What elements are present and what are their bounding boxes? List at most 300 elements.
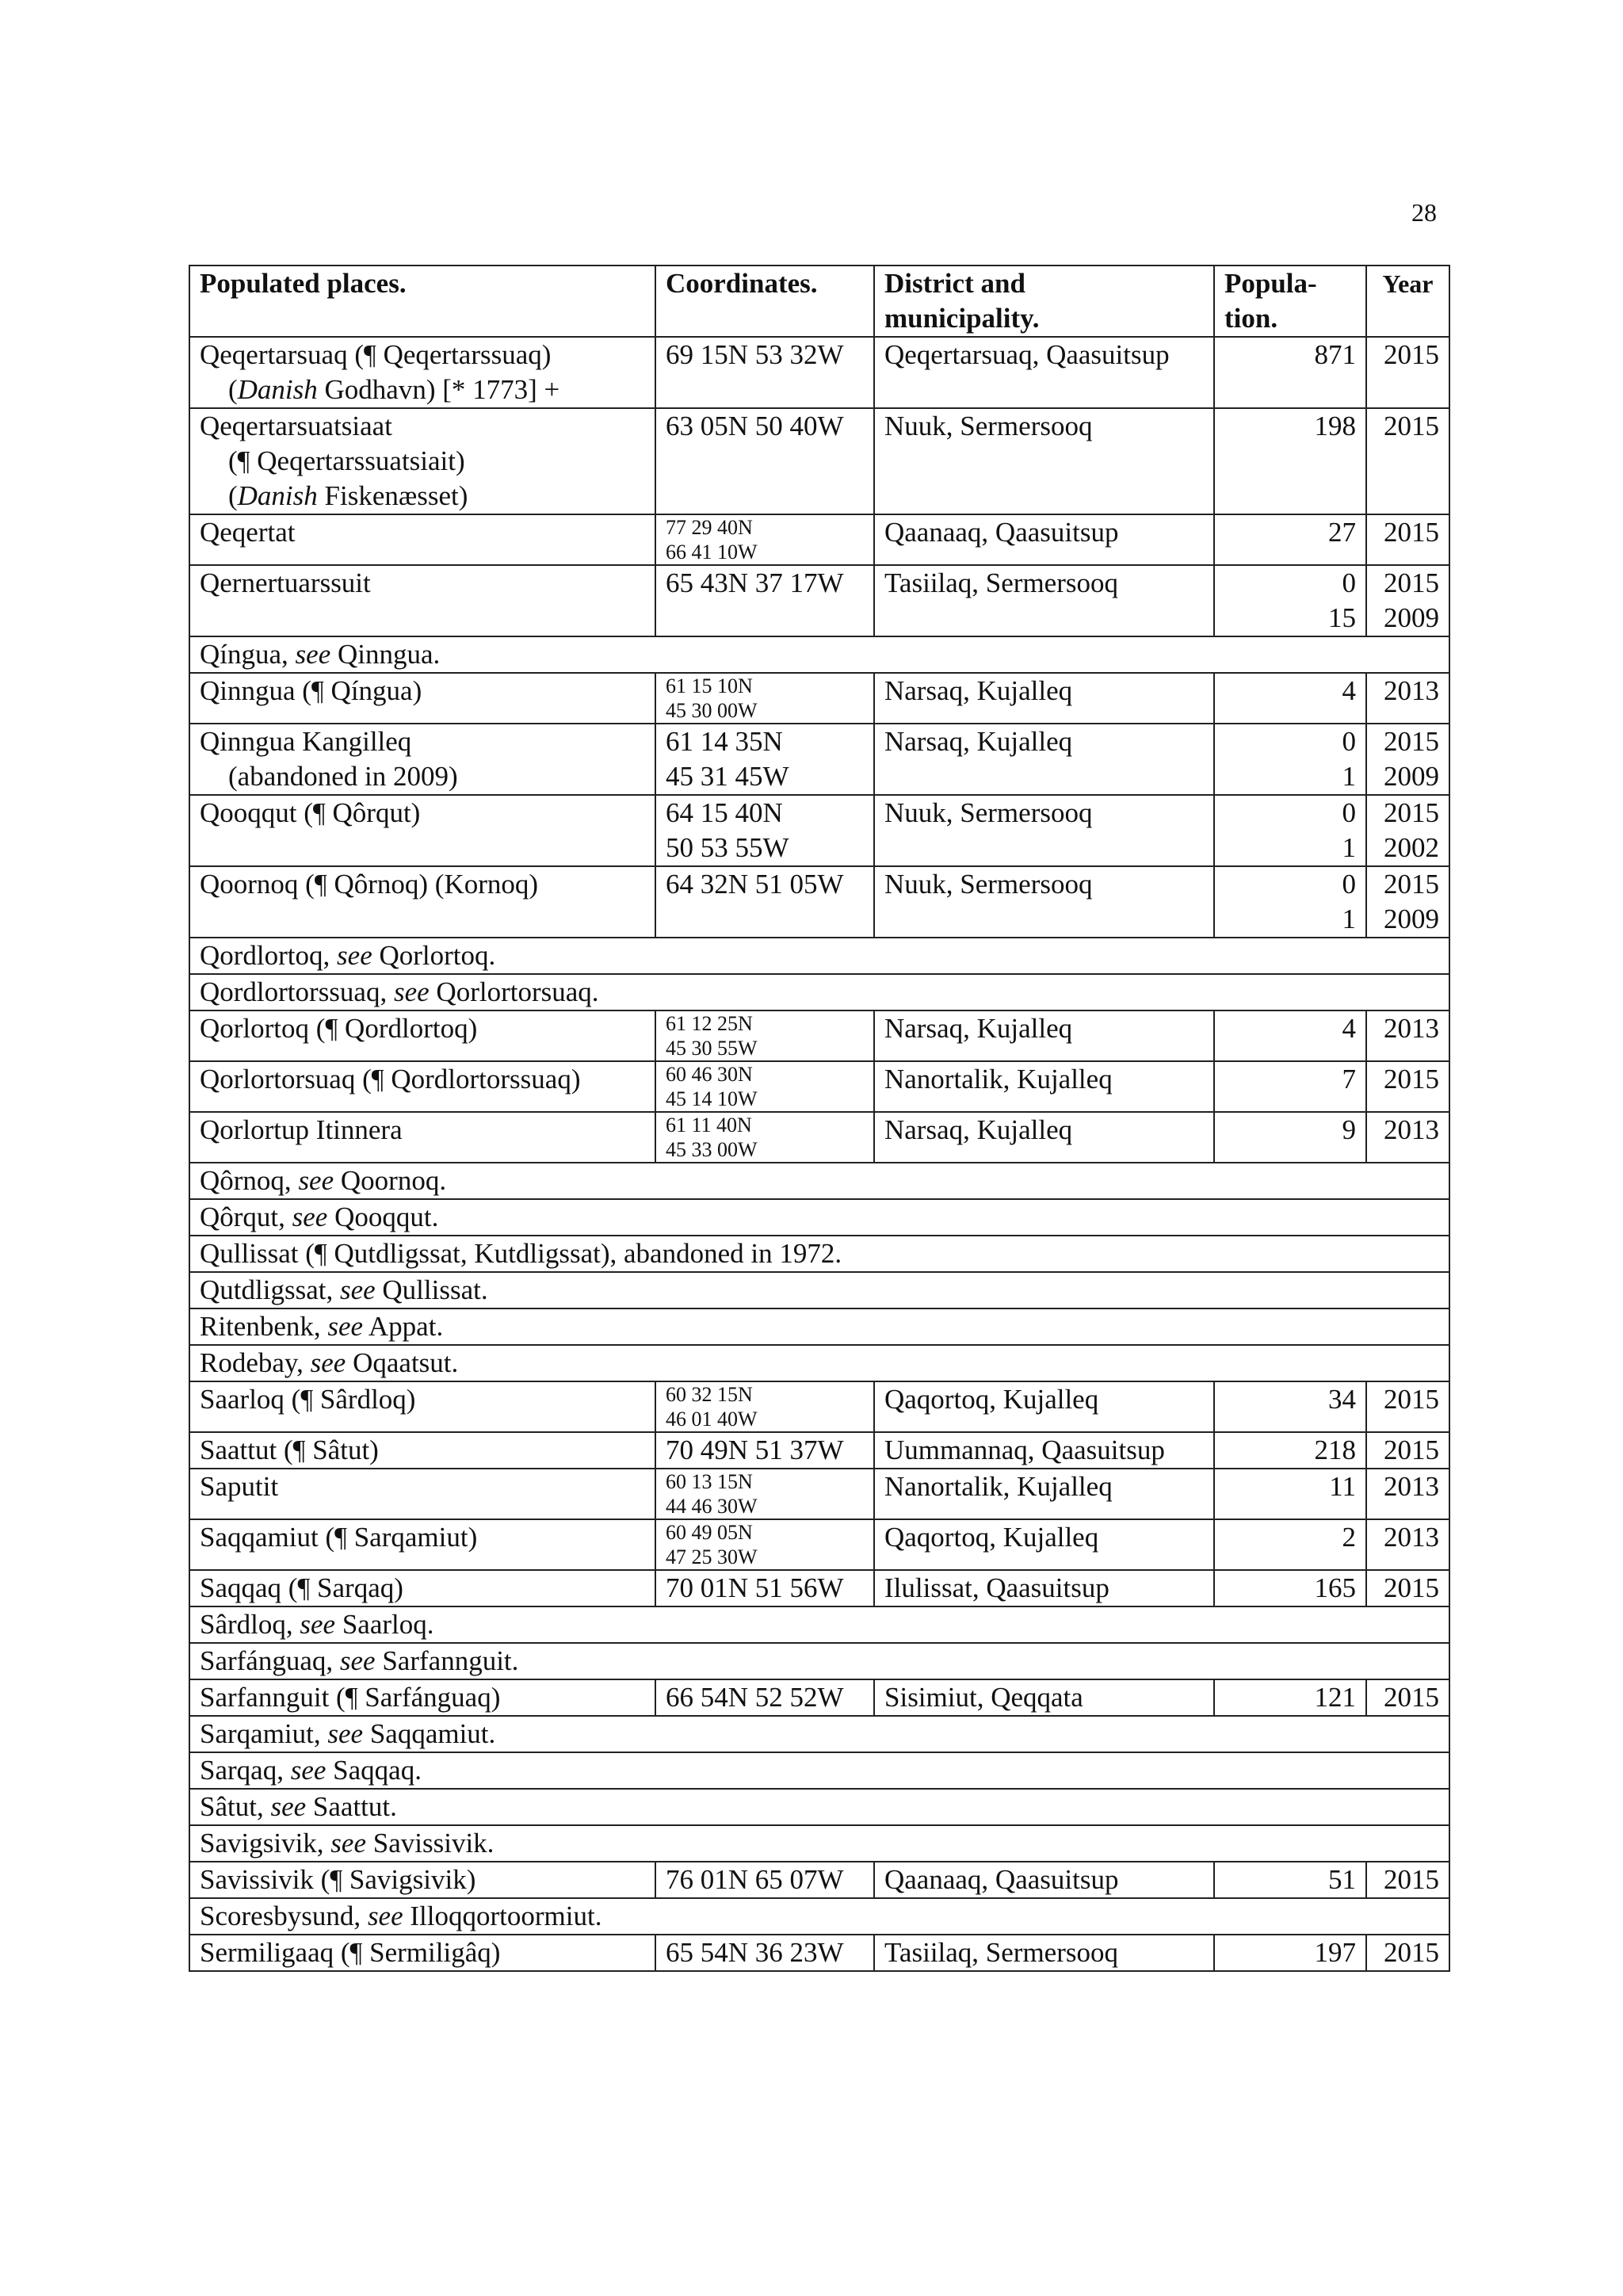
year-value: 2013: [1384, 1522, 1439, 1553]
district-cell: [874, 1061, 1214, 1112]
district-value: Nuuk, Sermersooq: [884, 869, 1093, 900]
district-cell: [874, 1010, 1214, 1061]
coordinate-value: 70 01N 51 56W: [666, 1572, 844, 1603]
coordinates-cell: [655, 565, 874, 636]
coordinates-cell: [655, 1381, 874, 1432]
population-cell: [1214, 337, 1366, 408]
year-value: 2015: [1384, 869, 1439, 900]
coordinate-value: 47 25 30W: [666, 1545, 758, 1568]
district-value: Nanortalik, Kujalleq: [884, 1064, 1113, 1095]
table-row: [189, 866, 1449, 938]
coordinates-cell: [655, 1061, 874, 1112]
place-name-line: Qeqertarsuaq (¶ Qeqertarssuaq): [200, 339, 552, 370]
district-value: Qaqortoq, Kujalleq: [884, 1522, 1099, 1553]
place-name-line: (¶ Qeqertarssuatsiait): [228, 445, 465, 476]
year-value: 2013: [1384, 675, 1439, 706]
population-value: 11: [1329, 1471, 1356, 1502]
population-value: 34: [1328, 1384, 1356, 1415]
place-cell: [189, 337, 655, 408]
table-row: [189, 408, 1449, 514]
year-value: 2015: [1384, 567, 1439, 598]
year-value: 2015: [1384, 1064, 1439, 1095]
population-value: 871: [1314, 339, 1356, 370]
cross-reference-cell: [189, 1898, 1449, 1935]
district-value: Narsaq, Kujalleq: [884, 1013, 1073, 1044]
year-value: 2015: [1384, 411, 1439, 441]
population-value: 0: [1342, 567, 1356, 598]
reference-row: [189, 1199, 1449, 1236]
reference-target: Qorlortoq.: [379, 940, 496, 971]
see-word: see: [295, 639, 331, 670]
coordinate-value: 60 49 05N: [666, 1521, 753, 1544]
population-value: 1: [1342, 904, 1356, 934]
year-value: 2015: [1384, 797, 1439, 828]
year-cell: [1366, 1112, 1449, 1163]
place-name-line: Saqqaq (¶ Sarqaq): [200, 1572, 403, 1603]
reference-row: [189, 1236, 1449, 1272]
cross-reference-cell: [189, 1789, 1449, 1825]
place-cell: [189, 1061, 655, 1112]
year-cell: [1366, 565, 1449, 636]
coordinate-value: 70 49N 51 37W: [666, 1435, 844, 1465]
year-cell: [1366, 1935, 1449, 1971]
see-word: see: [270, 1791, 307, 1822]
population-cell: [1214, 1010, 1366, 1061]
district-value: Nanortalik, Kujalleq: [884, 1471, 1113, 1502]
year-value: 2013: [1384, 1471, 1439, 1502]
population-cell: [1214, 866, 1366, 938]
table-row: [189, 1432, 1449, 1469]
place-cell: [189, 673, 655, 724]
district-cell: [874, 1935, 1214, 1971]
reference-row: [189, 974, 1449, 1010]
district-value: Uummannaq, Qaasuitsup: [884, 1435, 1165, 1465]
reference-name: Qordlortorssuaq,: [200, 976, 394, 1007]
place-name-line: Qoornoq (¶ Qôrnoq) (Kornoq): [200, 869, 539, 900]
reference-name: Ritenbenk,: [200, 1311, 328, 1342]
population-cell: [1214, 1679, 1366, 1716]
place-cell: [189, 1570, 655, 1606]
district-value: Ilulissat, Qaasuitsup: [884, 1572, 1109, 1603]
place-name-line: Qeqertat: [200, 517, 296, 548]
district-cell: [874, 1469, 1214, 1519]
population-cell: [1214, 1061, 1366, 1112]
coordinate-value: 76 01N 65 07W: [666, 1864, 844, 1895]
table-row: [189, 514, 1449, 565]
place-cell: [189, 514, 655, 565]
see-word: see: [367, 1901, 403, 1931]
reference-name: Sârdloq,: [200, 1609, 300, 1640]
population-value: 198: [1314, 411, 1356, 441]
year-value: 2015: [1384, 1682, 1439, 1713]
see-word: see: [339, 1645, 376, 1676]
place-cell: [189, 795, 655, 866]
header-population: Popula- tion.: [1214, 266, 1366, 337]
coordinate-value: 45 31 45W: [666, 761, 789, 792]
district-cell: [874, 724, 1214, 795]
district-value: Nuuk, Sermersooq: [884, 411, 1093, 441]
reference-target: Oqaatsut.: [353, 1347, 459, 1378]
coordinates-cell: [655, 1935, 874, 1971]
reference-row: [189, 1898, 1449, 1935]
cross-reference-cell: [189, 1752, 1449, 1789]
place-name-line: Sarfannguit (¶ Sarfánguaq): [200, 1682, 501, 1713]
reference-target: Appat.: [368, 1311, 444, 1342]
district-cell: [874, 1570, 1214, 1606]
cross-reference-cell: [189, 938, 1449, 974]
year-cell: [1366, 1010, 1449, 1061]
table-row: [189, 724, 1449, 795]
district-value: Sisimiut, Qeqqata: [884, 1682, 1083, 1713]
see-word: see: [393, 976, 430, 1007]
coordinate-value: 65 43N 37 17W: [666, 567, 844, 598]
district-value: Qeqertarsuaq, Qaasuitsup: [884, 339, 1170, 370]
coordinate-value: 50 53 55W: [666, 832, 789, 863]
table-row: [189, 1570, 1449, 1606]
district-cell: [874, 1862, 1214, 1898]
table-row: [189, 1381, 1449, 1432]
coordinate-value: 45 33 00W: [666, 1138, 758, 1161]
coordinate-value: 61 14 35N: [666, 726, 783, 757]
population-value: 1: [1342, 832, 1356, 863]
page-number: 28: [1411, 198, 1437, 227]
year-value: 2009: [1384, 761, 1439, 792]
reference-target: Illoqqortoormiut.: [410, 1901, 602, 1931]
place-cell: [189, 1519, 655, 1570]
reference-target: Saqqaq.: [333, 1755, 422, 1786]
year-value: 2015: [1384, 1384, 1439, 1415]
year-cell: [1366, 724, 1449, 795]
place-name-line: Saattut (¶ Sâtut): [200, 1435, 379, 1465]
reference-name: Qordlortoq,: [200, 940, 338, 971]
population-cell: [1214, 673, 1366, 724]
population-cell: [1214, 565, 1366, 636]
coordinate-value: 69 15N 53 32W: [666, 339, 844, 370]
reference-row: [189, 1272, 1449, 1308]
coordinate-value: 60 46 30N: [666, 1063, 753, 1086]
coordinate-value: 46 01 40W: [666, 1408, 758, 1431]
cross-reference-cell: [189, 1825, 1449, 1862]
year-value: 2013: [1384, 1013, 1439, 1044]
coordinates-cell: [655, 1679, 874, 1716]
place-danish-name: [200, 372, 645, 407]
cross-reference-cell: [189, 1345, 1449, 1381]
population-value: 4: [1342, 675, 1356, 706]
year-value: 2015: [1384, 1435, 1439, 1465]
reference-target: Qoornoq.: [340, 1165, 447, 1196]
cross-reference-cell: [189, 1199, 1449, 1236]
reference-row: [189, 1606, 1449, 1643]
table-row: [189, 565, 1449, 636]
district-value: Narsaq, Kujalleq: [884, 1114, 1073, 1145]
year-value: 2015: [1384, 1864, 1439, 1895]
coordinate-value: 45 30 55W: [666, 1037, 758, 1060]
population-cell: [1214, 1112, 1366, 1163]
see-word: see: [300, 1609, 336, 1640]
population-value: 15: [1328, 602, 1356, 633]
place-name-line: Sermiligaaq (¶ Sermiligâq): [200, 1937, 501, 1968]
place-cell: [189, 408, 655, 514]
year-cell: [1366, 1469, 1449, 1519]
place-name-line: Savissivik (¶ Savigsivik): [200, 1864, 476, 1895]
population-value: 0: [1342, 726, 1356, 757]
population-value: 165: [1314, 1572, 1356, 1603]
reference-target: Saarloq.: [342, 1609, 434, 1640]
cross-reference-cell: [189, 974, 1449, 1010]
year-value: 2015: [1384, 517, 1439, 548]
table-row: [189, 1112, 1449, 1163]
coordinates-cell: [655, 673, 874, 724]
population-value: 7: [1342, 1064, 1356, 1095]
coordinate-value: 61 11 40N: [666, 1114, 752, 1137]
place-cell: [189, 565, 655, 636]
reference-row: [189, 1789, 1449, 1825]
year-value: 2013: [1384, 1114, 1439, 1145]
year-value: 2015: [1384, 1937, 1439, 1968]
place-cell: [189, 866, 655, 938]
year-cell: [1366, 673, 1449, 724]
coordinate-value: 45 14 10W: [666, 1087, 758, 1110]
place-cell: [189, 1112, 655, 1163]
district-cell: [874, 1381, 1214, 1432]
year-value: 2009: [1384, 602, 1439, 633]
table-row: [189, 1061, 1449, 1112]
place-name-line: Saputit: [200, 1471, 279, 1502]
district-value: Narsaq, Kujalleq: [884, 726, 1073, 757]
district-cell: [874, 337, 1214, 408]
year-cell: [1366, 795, 1449, 866]
place-name-line: Qeqertarsuatsiaat: [200, 411, 392, 441]
district-value: Qaqortoq, Kujalleq: [884, 1384, 1099, 1415]
place-cell: [189, 1935, 655, 1971]
coordinate-value: 45 30 00W: [666, 699, 758, 722]
reference-row: [189, 1308, 1449, 1345]
place-extra-pre: (: [228, 480, 238, 511]
place-name-line: Qinngua (¶ Qíngua): [200, 675, 422, 706]
see-word: see: [330, 1828, 366, 1859]
place-cell: [189, 1469, 655, 1519]
population-value: 0: [1342, 869, 1356, 900]
table-header-row: [189, 266, 1449, 337]
district-cell: [874, 408, 1214, 514]
note-text: Qullissat (¶ Qutdligssat, Kutdligssat), abandoned in 1972.: [200, 1238, 842, 1269]
reference-target: Qorlortorsuaq.: [436, 976, 599, 1007]
reference-row: [189, 1716, 1449, 1752]
cross-reference-cell: [189, 1716, 1449, 1752]
year-cell: [1366, 1061, 1449, 1112]
population-value: 197: [1314, 1937, 1356, 1968]
table-row: [189, 1469, 1449, 1519]
population-cell: [1214, 1469, 1366, 1519]
year-cell: [1366, 1570, 1449, 1606]
coordinate-value: 64 32N 51 05W: [666, 869, 844, 900]
place-cell: [189, 1862, 655, 1898]
population-cell: [1214, 1862, 1366, 1898]
year-cell: [1366, 408, 1449, 514]
year-value: 2009: [1384, 904, 1439, 934]
population-value: 0: [1342, 797, 1356, 828]
population-value: 1: [1342, 761, 1356, 792]
coordinates-cell: [655, 724, 874, 795]
population-cell: [1214, 1432, 1366, 1469]
district-cell: [874, 673, 1214, 724]
reference-name: Qutdligssat,: [200, 1274, 340, 1305]
place-name-line: Saqqamiut (¶ Sarqamiut): [200, 1522, 478, 1553]
header-year: Year: [1366, 266, 1449, 337]
coordinate-value: 60 13 15N: [666, 1470, 753, 1493]
place-name-line: Qinngua Kangilleq: [200, 726, 412, 757]
year-cell: [1366, 337, 1449, 408]
population-cell: [1214, 514, 1366, 565]
population-cell: [1214, 1570, 1366, 1606]
place-extra-pre: (: [228, 374, 238, 405]
populated-places-table: [189, 265, 1450, 1972]
district-value: Nuuk, Sermersooq: [884, 797, 1093, 828]
population-value: 2: [1342, 1522, 1356, 1553]
reference-target: Sarfannguit.: [382, 1645, 519, 1676]
reference-name: Scoresbysund,: [200, 1901, 368, 1931]
reference-name: Sarfánguaq,: [200, 1645, 340, 1676]
place-name-line: (abandoned in 2009): [228, 761, 458, 792]
year-cell: [1366, 866, 1449, 938]
table-row: [189, 337, 1449, 408]
table-row: [189, 1679, 1449, 1716]
population-cell: [1214, 724, 1366, 795]
see-word: see: [327, 1718, 364, 1749]
coordinate-value: 66 54N 52 52W: [666, 1682, 844, 1713]
reference-target: Saattut.: [312, 1791, 397, 1822]
reference-target: Saqqamiut.: [369, 1718, 496, 1749]
place-name-line: Qooqqut (¶ Qôrqut): [200, 797, 421, 828]
district-cell: [874, 1112, 1214, 1163]
population-value: 218: [1314, 1435, 1356, 1465]
place-cell: [189, 1432, 655, 1469]
population-cell: [1214, 408, 1366, 514]
coordinate-value: 66 41 10W: [666, 541, 758, 563]
reference-row: [189, 636, 1449, 673]
see-word: see: [292, 1201, 328, 1232]
reference-row: [189, 1752, 1449, 1789]
district-cell: [874, 1679, 1214, 1716]
table-row: [189, 673, 1449, 724]
population-cell: [1214, 1381, 1366, 1432]
population-cell: [1214, 1935, 1366, 1971]
cross-reference-cell: [189, 636, 1449, 673]
year-cell: [1366, 1381, 1449, 1432]
see-word: see: [337, 940, 372, 971]
coordinate-value: 61 15 10N: [666, 674, 753, 697]
place-name-line: Qorlortup Itinnera: [200, 1114, 403, 1145]
population-value: 121: [1314, 1682, 1356, 1713]
year-value: 2015: [1384, 726, 1439, 757]
reference-row: [189, 1825, 1449, 1862]
reference-name: Savigsivik,: [200, 1828, 331, 1859]
coordinate-value: 60 32 15N: [666, 1383, 753, 1406]
year-value: 2015: [1384, 339, 1439, 370]
place-name-line: Qorlortorsuaq (¶ Qordlortorssuaq): [200, 1064, 581, 1095]
reference-name: Rodebay,: [200, 1347, 311, 1378]
population-cell: [1214, 1519, 1366, 1570]
reference-name: Qôrnoq,: [200, 1165, 299, 1196]
note-cell: [189, 1236, 1449, 1272]
see-word: see: [327, 1311, 364, 1342]
cross-reference-cell: [189, 1272, 1449, 1308]
place-name-line: Qernertuarssuit: [200, 567, 371, 598]
reference-row: [189, 938, 1449, 974]
district-cell: [874, 1432, 1214, 1469]
coordinates-cell: [655, 1519, 874, 1570]
coordinates-cell: [655, 1112, 874, 1163]
coordinate-value: 61 12 25N: [666, 1012, 753, 1035]
district-cell: [874, 565, 1214, 636]
reference-target: Qinngua.: [338, 639, 441, 670]
population-value: 4: [1342, 1013, 1356, 1044]
coordinates-cell: [655, 1469, 874, 1519]
district-value: Narsaq, Kujalleq: [884, 675, 1073, 706]
cross-reference-cell: [189, 1163, 1449, 1199]
place-cell: [189, 1679, 655, 1716]
reference-name: Sarqamiut,: [200, 1718, 328, 1749]
year-cell: [1366, 1432, 1449, 1469]
place-extra-post: Godhavn) [* 1773] +: [317, 374, 560, 405]
district-cell: [874, 795, 1214, 866]
year-value: 2002: [1384, 832, 1439, 863]
header-place: Populated places.: [189, 266, 655, 337]
reference-name: Qôrqut,: [200, 1201, 292, 1232]
reference-name: Sarqaq,: [200, 1755, 291, 1786]
table-row: [189, 1935, 1449, 1971]
reference-target: Savissivik.: [372, 1828, 495, 1859]
see-word: see: [290, 1755, 327, 1786]
year-cell: [1366, 514, 1449, 565]
place-name-line: Saarloq (¶ Sârdloq): [200, 1384, 416, 1415]
reference-name: Qíngua,: [200, 639, 296, 670]
table-row: [189, 1010, 1449, 1061]
coordinate-value: 63 05N 50 40W: [666, 411, 844, 441]
coordinates-cell: [655, 795, 874, 866]
coordinates-cell: [655, 408, 874, 514]
table-row: [189, 1519, 1449, 1570]
reference-name: Sâtut,: [200, 1791, 271, 1822]
table-row: [189, 795, 1449, 866]
header-district: District and municipality.: [874, 266, 1214, 337]
place-name-line: Qorlortoq (¶ Qordlortoq): [200, 1013, 478, 1044]
reference-row: [189, 1163, 1449, 1199]
year-cell: [1366, 1519, 1449, 1570]
header-coordinates: Coordinates.: [655, 266, 874, 337]
coordinates-cell: [655, 337, 874, 408]
population-cell: [1214, 795, 1366, 866]
coordinate-value: 65 54N 36 23W: [666, 1937, 844, 1968]
coordinates-cell: [655, 1862, 874, 1898]
cross-reference-cell: [189, 1606, 1449, 1643]
see-word: see: [310, 1347, 346, 1378]
reference-row: [189, 1643, 1449, 1679]
district-value: Qaanaaq, Qaasuitsup: [884, 1864, 1119, 1895]
see-word: see: [298, 1165, 334, 1196]
district-cell: [874, 866, 1214, 938]
place-extra-italic: Danish: [237, 480, 318, 511]
table-row: [189, 1862, 1449, 1898]
population-value: 51: [1328, 1864, 1356, 1895]
see-word: see: [339, 1274, 376, 1305]
year-cell: [1366, 1862, 1449, 1898]
district-value: Tasiilaq, Sermersooq: [884, 567, 1118, 598]
place-extra-post: Fiskenæsset): [317, 480, 468, 511]
district-cell: [874, 514, 1214, 565]
coordinate-value: 44 46 30W: [666, 1495, 758, 1518]
coordinates-cell: [655, 1010, 874, 1061]
